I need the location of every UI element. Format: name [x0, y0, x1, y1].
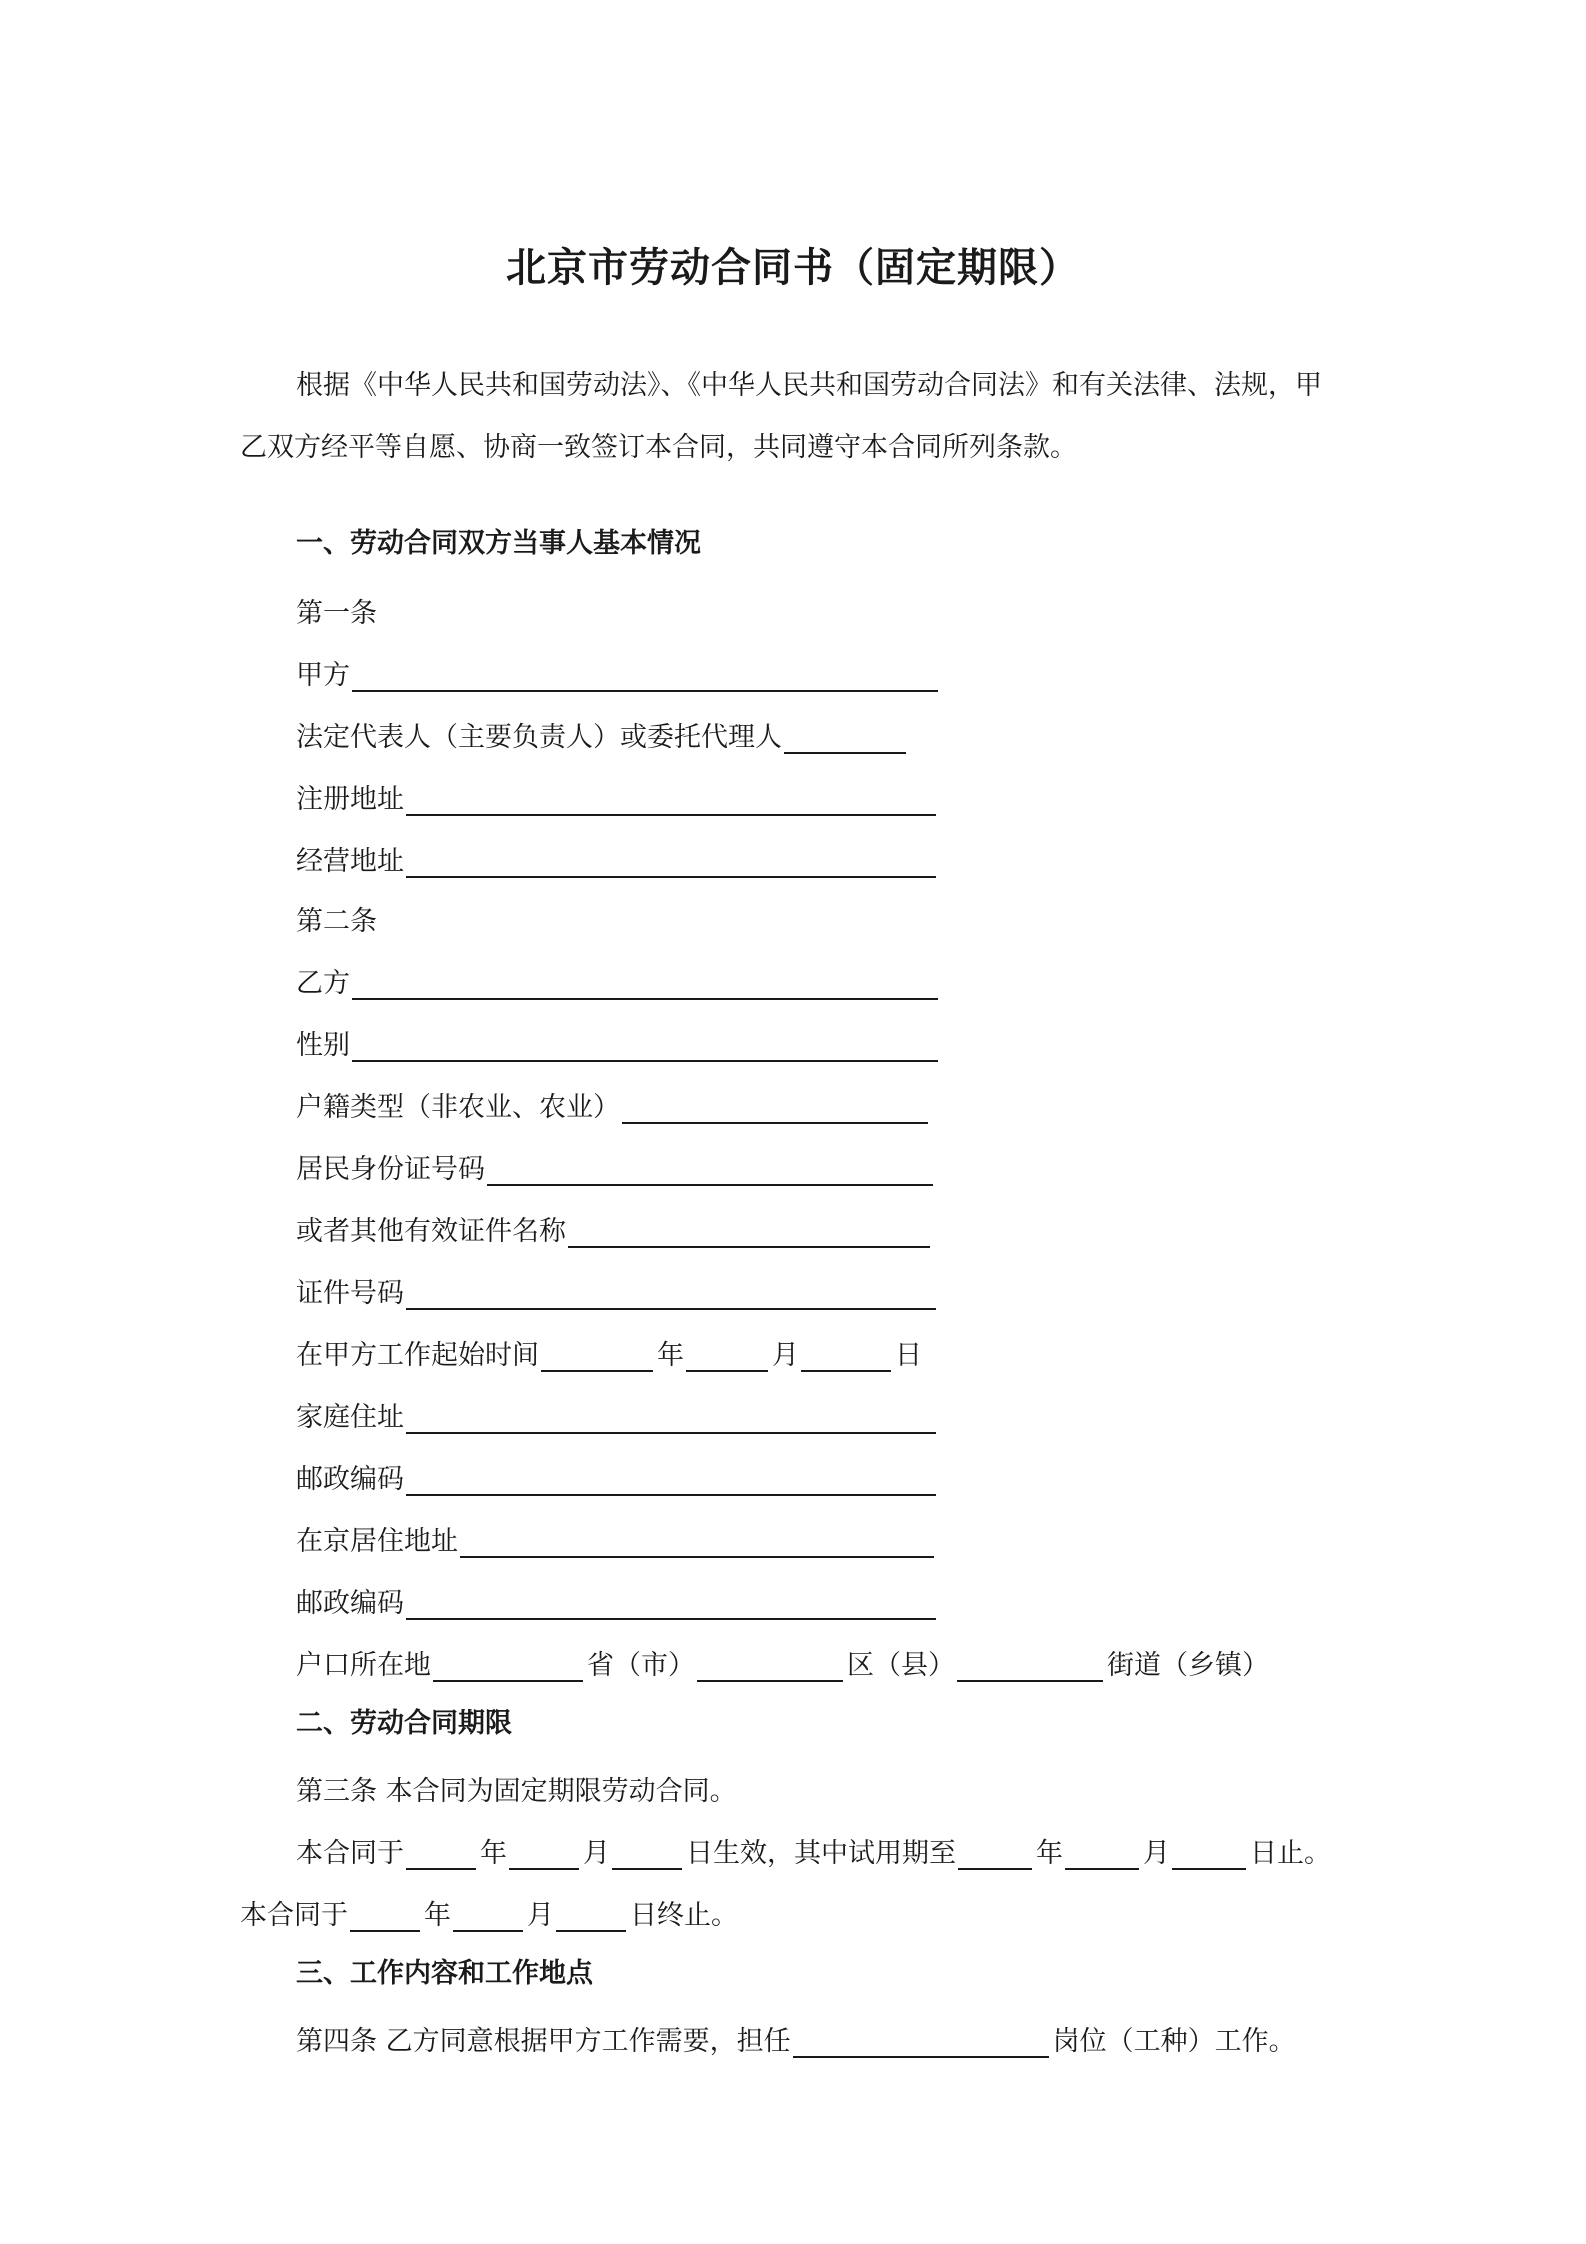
hukou-location-row — [296, 1646, 1269, 1686]
home-address-blank[interactable] — [406, 1402, 936, 1434]
start-day-blank[interactable] — [801, 1340, 891, 1372]
article-4-text-a: 第四条 乙方同意根据甲方工作需要，担任 — [296, 2026, 791, 2057]
end-year-blank[interactable] — [350, 1900, 420, 1932]
postal-code-2-blank[interactable] — [406, 1588, 936, 1620]
trial-month-blank[interactable] — [1065, 1838, 1139, 1870]
intro-paragraph-line-2: 乙双方经平等自愿、协商一致签订本合同，共同遵守本合同所列条款。 — [240, 432, 1077, 463]
other-cert-label: 或者其他有效证件名称 — [296, 1216, 566, 1247]
district-label: 区（县） — [847, 1650, 955, 1681]
biz-address-row — [296, 842, 940, 882]
article-2-label: 第二条 — [296, 906, 377, 937]
legal-rep-row — [296, 718, 910, 758]
other-cert-blank[interactable] — [568, 1216, 930, 1248]
trial-month-label: 月 — [1143, 1838, 1170, 1869]
hukou-location-label: 户口所在地 — [296, 1650, 431, 1681]
biz-address-label: 经营地址 — [296, 846, 404, 877]
start-time-row — [296, 1336, 922, 1376]
district-blank[interactable] — [697, 1650, 843, 1682]
from-day-blank[interactable] — [612, 1838, 682, 1870]
section-heading-2: 二、劳动合同期限 — [296, 1708, 512, 1739]
legal-rep-label: 法定代表人（主要负责人）或委托代理人 — [296, 722, 782, 753]
party-a-blank[interactable] — [352, 660, 938, 692]
bj-address-row — [296, 1522, 938, 1562]
id-number-label: 居民身份证号码 — [296, 1154, 485, 1185]
start-day-label: 日 — [895, 1340, 922, 1371]
from-month-blank[interactable] — [509, 1838, 579, 1870]
reg-address-blank[interactable] — [406, 784, 936, 816]
other-cert-row — [296, 1212, 934, 1252]
postal-code-2-row — [296, 1584, 940, 1624]
postal-code-blank[interactable] — [406, 1464, 936, 1496]
home-address-label: 家庭住址 — [296, 1402, 404, 1433]
trial-end-label: 日止。 — [1250, 1838, 1331, 1869]
from-year-blank[interactable] — [406, 1838, 476, 1870]
intro-paragraph-line-1: 根据《中华人民共和国劳动法》、《中华人民共和国劳动合同法》和有关法律、法规，甲 — [296, 370, 1322, 401]
article-4-text-b: 岗位（工种）工作。 — [1052, 2026, 1296, 2057]
contract-from-2-label: 本合同于 — [240, 1900, 348, 1931]
section-heading-1: 一、劳动合同双方当事人基本情况 — [296, 528, 701, 559]
street-blank[interactable] — [957, 1650, 1103, 1682]
id-number-blank[interactable] — [487, 1154, 933, 1186]
postal-code-row — [296, 1460, 940, 1500]
contract-end-row — [240, 1896, 738, 1936]
start-year-blank[interactable] — [541, 1340, 653, 1372]
party-a-row — [296, 656, 942, 696]
party-a-label: 甲方 — [296, 660, 350, 691]
section-heading-3: 三、工作内容和工作地点 — [296, 1958, 593, 1989]
trial-year-blank[interactable] — [958, 1838, 1032, 1870]
reg-address-label: 注册地址 — [296, 784, 404, 815]
document-title: 北京市劳动合同书（固定期限） — [506, 244, 1080, 291]
hukou-type-blank[interactable] — [622, 1092, 928, 1124]
article-3: 第三条 本合同为固定期限劳动合同。 — [296, 1776, 737, 1807]
article-4-row — [296, 2022, 1296, 2062]
start-year-label: 年 — [657, 1340, 684, 1371]
effective-trial-label: 日生效，其中试用期至 — [686, 1838, 956, 1869]
from-year-label: 年 — [480, 1838, 507, 1869]
cert-number-row — [296, 1274, 940, 1314]
province-label: 省（市） — [587, 1650, 695, 1681]
party-b-label: 乙方 — [296, 968, 350, 999]
postal-code-2-label: 邮政编码 — [296, 1588, 404, 1619]
party-b-row — [296, 964, 942, 1004]
bj-address-blank[interactable] — [460, 1526, 934, 1558]
gender-label: 性别 — [296, 1030, 350, 1061]
end-month-blank[interactable] — [453, 1900, 523, 1932]
home-address-row — [296, 1398, 940, 1438]
start-month-blank[interactable] — [686, 1340, 768, 1372]
hukou-type-row — [296, 1088, 932, 1128]
terminate-label: 日终止。 — [630, 1900, 738, 1931]
trial-day-blank[interactable] — [1172, 1838, 1246, 1870]
bj-address-label: 在京居住地址 — [296, 1526, 458, 1557]
gender-blank[interactable] — [352, 1030, 938, 1062]
from-month-label: 月 — [583, 1838, 610, 1869]
legal-rep-blank[interactable] — [784, 722, 906, 754]
cert-number-blank[interactable] — [406, 1278, 936, 1310]
street-label: 街道（乡镇） — [1107, 1650, 1269, 1681]
end-year-label: 年 — [424, 1900, 451, 1931]
position-blank[interactable] — [793, 2026, 1049, 2058]
province-blank[interactable] — [433, 1650, 583, 1682]
trial-year-label: 年 — [1036, 1838, 1063, 1869]
end-month-label: 月 — [527, 1900, 554, 1931]
hukou-type-label: 户籍类型（非农业、农业） — [296, 1092, 620, 1123]
gender-row — [296, 1026, 942, 1066]
biz-address-blank[interactable] — [406, 846, 936, 878]
start-time-label: 在甲方工作起始时间 — [296, 1340, 539, 1371]
contract-term-row — [296, 1834, 1331, 1874]
article-1-label: 第一条 — [296, 598, 377, 629]
id-number-row — [296, 1150, 937, 1190]
postal-code-label: 邮政编码 — [296, 1464, 404, 1495]
reg-address-row — [296, 780, 940, 820]
end-day-blank[interactable] — [556, 1900, 626, 1932]
contract-from-label: 本合同于 — [296, 1838, 404, 1869]
start-month-label: 月 — [772, 1340, 799, 1371]
cert-number-label: 证件号码 — [296, 1278, 404, 1309]
party-b-blank[interactable] — [352, 968, 938, 1000]
